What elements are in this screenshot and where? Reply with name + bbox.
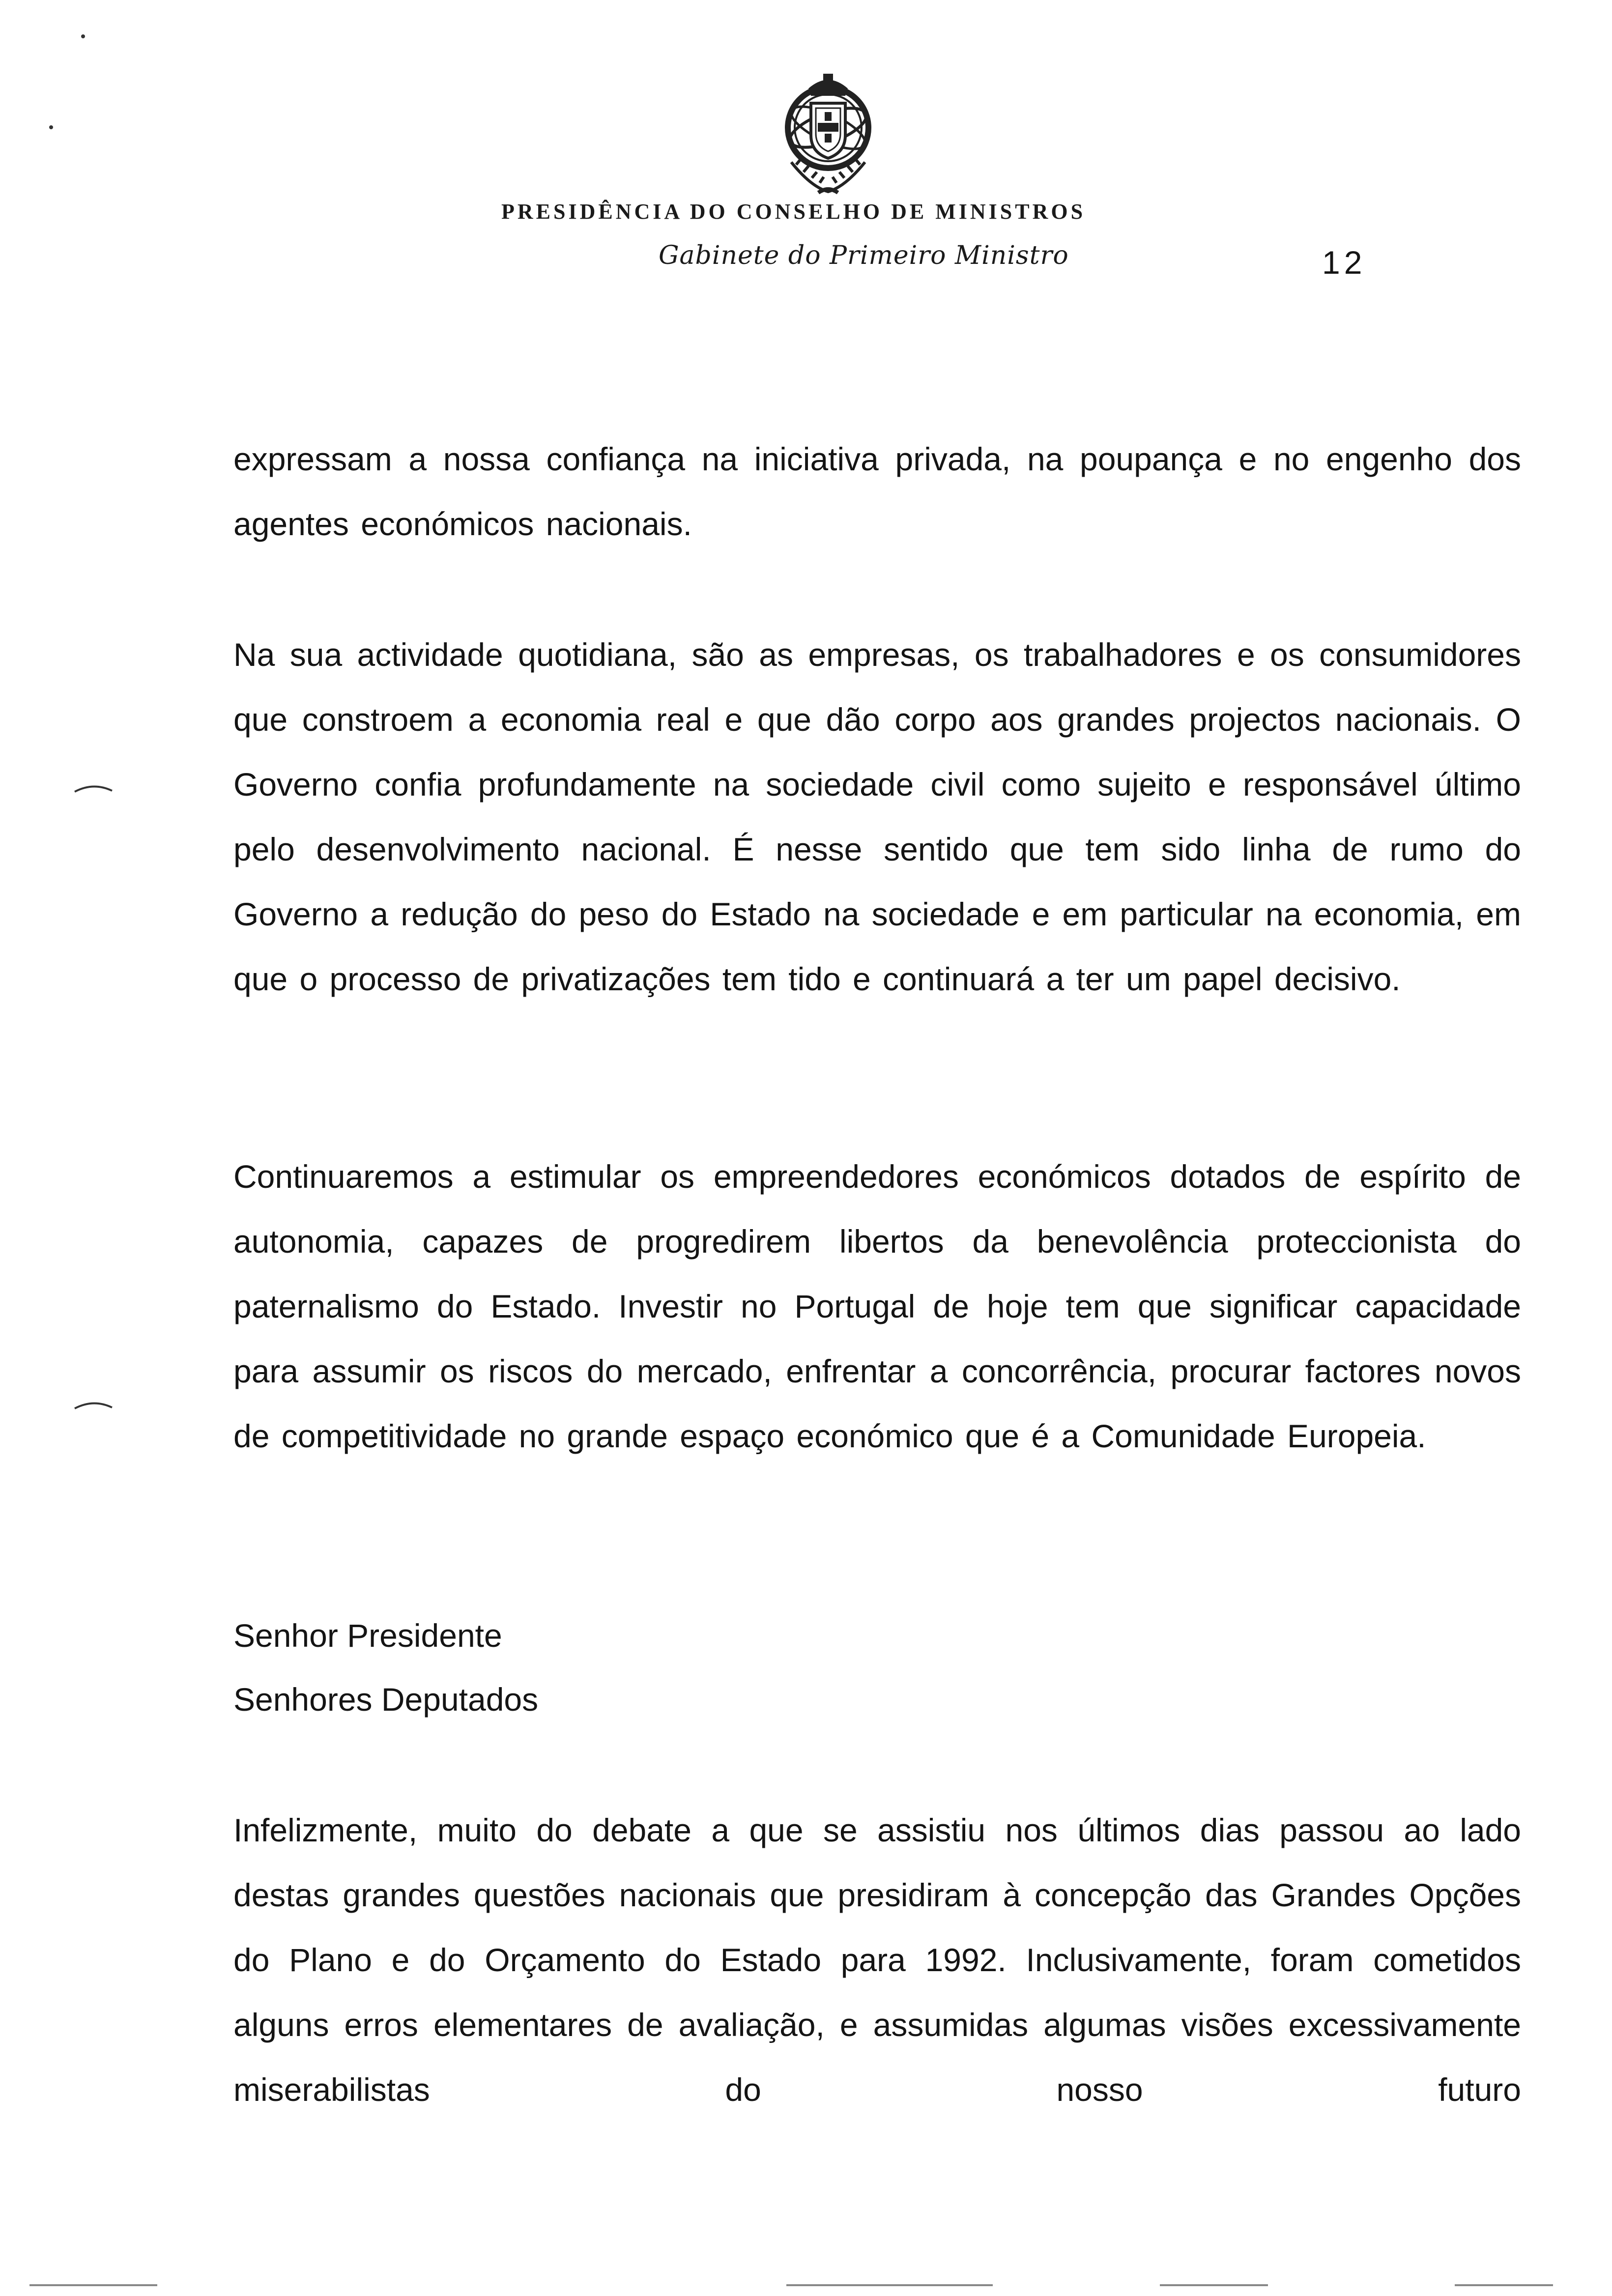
coat-of-arms-icon	[767, 69, 890, 201]
salutation-line-2: Senhores Deputados	[233, 1681, 539, 1718]
scan-edge	[29, 2284, 157, 2286]
office-subtitle: Gabinete do Primeiro Ministro	[659, 241, 1069, 270]
paragraph-2: Na sua actividade quotidiana, são as empresas, os trabalhadores e os consumidores que constroem a economia real e que dão corpo aos grandes projectos nacionais. O Governo confia profundamente na sociedade civil como sujeito e responsável último pelo desenvolvimento nacional. É nesse sentido que tem sido linha de rumo do Governo a redução do peso do Estado na sociedade e em particular na economia, em que o processo de privatizações tem tido e continuará a ter um papel decisivo.	[233, 636, 1521, 997]
paragraph-1: expressam a nossa confiança na iniciativa privada, na poupança e no engenho dos agentes económicos nacionais.	[233, 441, 1521, 542]
scan-edge	[786, 2284, 993, 2286]
office-title: PRESIDÊNCIA DO CONSELHO DE MINISTROS	[501, 200, 1086, 224]
margin-mark	[74, 1401, 113, 1410]
paragraph-3: Continuaremos a estimular os empreendedores económicos dotados de espírito de autonomia, capazes de progredirem libertos da benevolência proteccionista do paternalismo do Estado. Investir no Portugal de hoje tem que significar capacidade para assumir os riscos do mercado, enfrentar a concorrência, procurar factores novos de competitividade no grande espaço económico que é a Comunidade Europeia.	[233, 1158, 1521, 1454]
scan-speck	[81, 34, 85, 38]
scan-speck	[49, 125, 53, 129]
scan-edge	[1160, 2284, 1268, 2286]
paragraph-4: Infelizmente, muito do debate a que se assistiu nos últimos dias passou ao lado destas grandes questões nacionais que presidiram à concepção das Grandes Opções do Plano e do Orçamento do Estado para 1992. Inclusivamente, foram cometidos alguns erros elementares de avaliação, e assumidas algumas visões excessivamente miserabilistas do nosso futuro	[233, 1812, 1521, 2108]
scan-edge	[1455, 2284, 1553, 2286]
salutation-line-1: Senhor Presidente	[233, 1617, 502, 1654]
margin-mark	[74, 784, 113, 794]
page-number: 12	[1322, 244, 1366, 281]
